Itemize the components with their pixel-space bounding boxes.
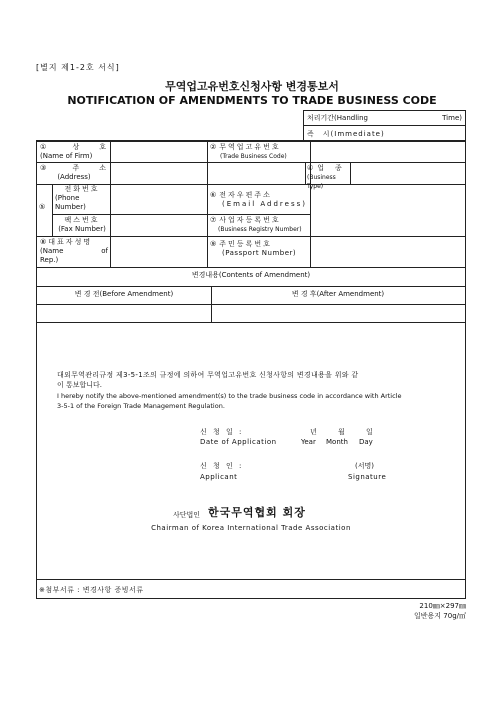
passport-label: [210, 240, 308, 258]
statement-en-line2: 3-5-1 of the Foreign Trade Management Regulation.: [57, 402, 225, 410]
address-field[interactable]: [112, 164, 302, 182]
trade-code-field[interactable]: [312, 143, 463, 161]
phone-en1: (Phone: [55, 194, 80, 202]
rep-en1: (Name: [40, 247, 64, 255]
paper-type: 일반용지 70g/㎡: [414, 612, 466, 620]
type-ko: 업 종: [317, 164, 344, 172]
reg-en: (Business Registry Number): [218, 226, 302, 233]
after-amendment-field[interactable]: [213, 306, 463, 320]
code-no: ②: [210, 143, 217, 151]
firm-name-field[interactable]: [112, 143, 205, 161]
title-korean: 무역업고유번호신청사항 변경통보서: [165, 80, 339, 93]
representative-label: [40, 238, 108, 265]
fax-ko: 팩스번호: [64, 216, 100, 224]
fax-en: (Fax Number): [58, 225, 106, 233]
email-field[interactable]: [312, 186, 463, 213]
registry-field[interactable]: [312, 216, 463, 235]
date-label-en: Date of Application: [200, 438, 277, 446]
address-label: [40, 164, 108, 182]
statement-ko-line1: 대외무역관리규정 제3-5-1조의 규정에 의하여 무역업고유번호 신청사항의 변경내용을 위와 같: [57, 371, 359, 379]
signature-en: Signature: [348, 473, 387, 481]
after-amendment-header: 변 경 후(After Amendment): [291, 290, 385, 298]
title-english: NOTIFICATION OF AMENDMENTS TO TRADE BUSINESS CODE: [67, 94, 437, 107]
firm-en: (Name of Firm): [40, 152, 93, 160]
rep-no: ⑧: [40, 238, 47, 246]
business-type-field[interactable]: [352, 164, 463, 182]
passport-en: (Passport Number): [222, 249, 297, 257]
code-en: (Trade Business Code): [220, 153, 287, 160]
statement-en-line1: I hereby notify the above-mentioned amendment(s) to the trade business code in accordance with Article: [57, 392, 402, 400]
paper-size: 210㎜×297㎜: [419, 602, 466, 610]
phone-field[interactable]: [112, 186, 205, 213]
issuer-name-en: Chairman of Korea International Trade Association: [151, 524, 351, 532]
passport-ko: 주민등록번호: [219, 240, 272, 248]
representative-field[interactable]: [112, 238, 205, 265]
day-en: Day: [359, 438, 373, 446]
passport-no: ⑨: [210, 240, 217, 248]
before-amendment-field[interactable]: [39, 306, 209, 320]
handling-time-box: [303, 110, 466, 140]
day-ko: 일: [366, 428, 373, 436]
rep-en2: of: [101, 247, 108, 255]
year-ko: 년: [310, 428, 317, 436]
year-en: Year: [301, 438, 316, 446]
form-label: [별지 제1-2호 서식]: [36, 63, 120, 72]
email-label: [210, 191, 308, 209]
applicant-label-ko: 신 청 인 :: [200, 462, 244, 470]
passport-field[interactable]: [312, 238, 463, 265]
applicant-label-en: Applicant: [200, 473, 238, 481]
registry-label: [210, 216, 308, 234]
trade-code-label: [210, 143, 308, 161]
handling-label: 처리기간(Handling: [307, 114, 368, 122]
fax-label: [55, 216, 109, 234]
rep-en3: Rep.): [40, 256, 59, 264]
phone-ko: 전화번호: [64, 185, 100, 193]
phone-en2: Number): [55, 203, 86, 211]
type-no: ④: [307, 164, 314, 172]
email-en: (Email Address): [222, 200, 307, 208]
email-ko: 전자우편주소: [219, 191, 272, 199]
address-ko: 주 소: [72, 164, 108, 172]
firm-no: ①: [40, 143, 47, 151]
reg-ko: 사업자등록번호: [219, 216, 281, 224]
before-amendment-header: 변 경 전(Before Amendment): [74, 290, 174, 298]
date-label-ko: 신 청 일 :: [200, 428, 244, 436]
issuer-name-ko: 한국무역협회 회장: [208, 506, 306, 519]
type-en: (Business Type): [307, 174, 336, 190]
statement-ko-line2: 이 통보합니다.: [57, 381, 103, 389]
month-ko: 월: [338, 428, 345, 436]
email-no: ⑥: [210, 191, 217, 199]
handling-value: 즉 시(Immediate): [307, 129, 385, 138]
firm-name-label: [40, 143, 108, 161]
phone-label: [55, 185, 109, 212]
seal-ko: (서명): [355, 462, 374, 470]
reg-no: ⑦: [210, 216, 217, 224]
rep-ko: 대표자성명: [48, 238, 93, 246]
amendment-header: 변경내용(Contents of Amendment): [191, 271, 311, 279]
five-no: ⑤: [39, 203, 46, 211]
form-table: [36, 140, 466, 599]
month-en: Month: [326, 438, 348, 446]
firm-ko: 상 호: [72, 143, 108, 151]
fax-field[interactable]: [112, 216, 205, 235]
attachment-note: ※첨부서류 : 변경사항 증빙서류: [39, 586, 144, 594]
address-no: ③: [40, 164, 47, 172]
code-ko: 무역업고유번호: [219, 143, 281, 151]
address-en: (Address): [57, 173, 91, 181]
handling-time: Time): [442, 114, 462, 122]
issuer-prefix: 사단법인: [173, 511, 201, 519]
